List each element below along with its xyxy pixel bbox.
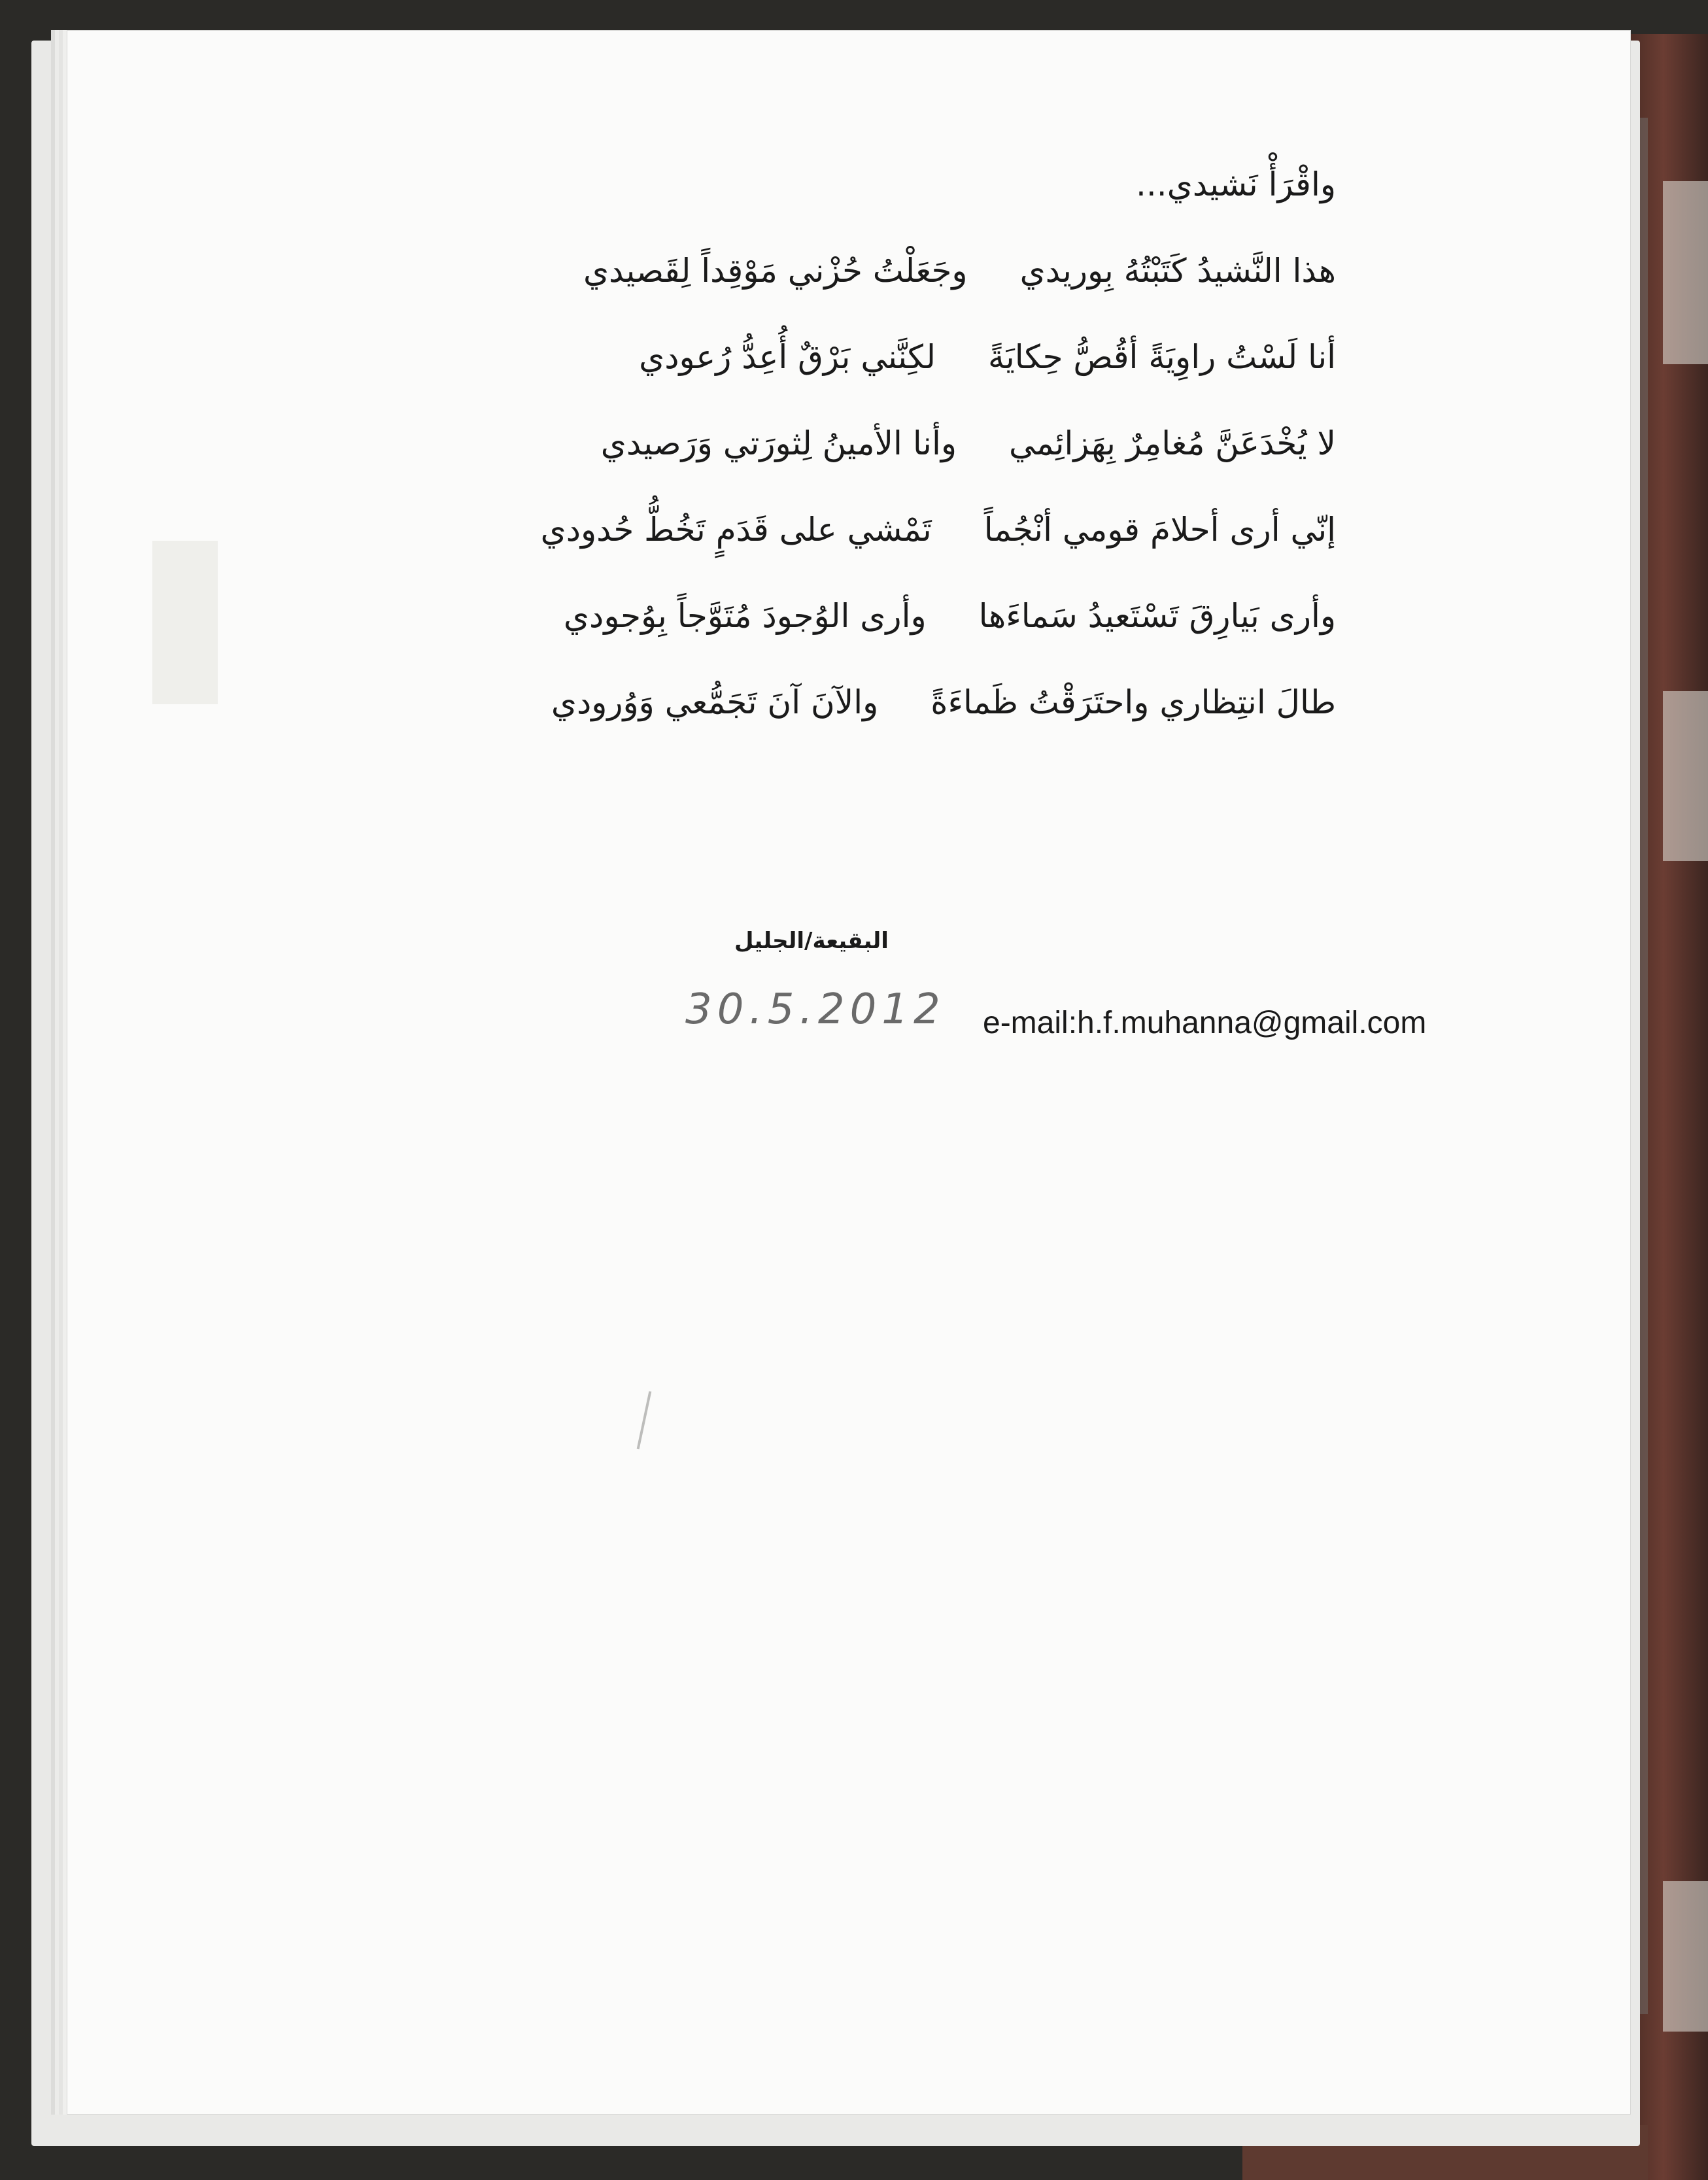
verse-second-hemistich: وأرى الوُجودَ مُتَوَّجاً بِوُجودي <box>563 597 927 635</box>
verse-second-hemistich: لكِنَّني بَرْقٌ أُعِدُّ رُعودي <box>639 338 936 376</box>
verse-line <box>224 420 1336 466</box>
document-page <box>67 30 1631 2115</box>
signature-place: البقيعة/الجليل <box>734 928 889 954</box>
verse-first-hemistich: وأرى بَيارِقَ تَسْتَعيدُ سَماءَها <box>978 597 1336 635</box>
verse-line <box>224 679 1336 725</box>
author-email: e-mail:h.f.muhanna@gmail.com <box>983 1006 1427 1040</box>
verse-second-hemistich: وأنا الأمينُ لِثورَتي وَرَصيدي <box>600 424 957 462</box>
verse-line <box>224 334 1336 380</box>
verse-second-hemistich: تَمْشي على قَدَمٍ تَخُطُّ حُدودي <box>540 511 932 549</box>
poem-body <box>224 162 1336 766</box>
verse-second-hemistich: والآنَ آنَ تَجَمُّعي وَوُرودي <box>551 683 879 721</box>
verse-first-hemistich: أنا لَسْتُ راوِيَةً أقُصُّ حِكايَةً <box>988 338 1336 376</box>
handwritten-date: 30.5.2012 <box>685 985 946 1034</box>
stray-pen-mark <box>637 1391 652 1450</box>
verse-line <box>224 507 1336 553</box>
verse-first-hemistich: طالَ انتِظاري واحتَرَقْتُ ظَماءَةً <box>931 683 1336 721</box>
tape-strip <box>1663 691 1708 861</box>
verse-line <box>224 593 1336 639</box>
tape-strip <box>152 541 218 704</box>
verse-first-hemistich: إنّي أرى أحلامَ قومي أنْجُماً <box>983 511 1336 549</box>
verse-first-hemistich: لا يُخْدَعَنَّ مُغامِرٌ بِهَزائِمي <box>1009 424 1336 462</box>
verse-second-hemistich: وجَعَلْتُ حُزْني مَوْقِداً لِقَصيدي <box>583 252 968 290</box>
tape-strip <box>1663 1881 1708 2032</box>
tape-strip <box>1663 181 1708 364</box>
poem-intro-line: واقْرَأْ نَشيدي... <box>1136 165 1336 203</box>
verse-line <box>224 248 1336 294</box>
verse-first-hemistich: هذا النَّشيدُ كَتَبْتُهُ بِوريدي <box>1019 252 1336 290</box>
